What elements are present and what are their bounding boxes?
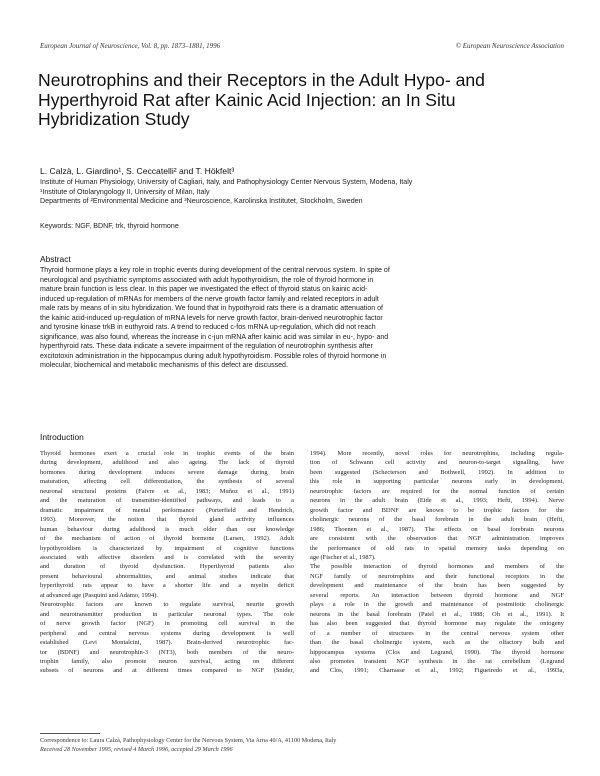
body-line: peripheral and central nervous systems during development is well	[40, 629, 294, 637]
abstract-line: molecular, biochemical and metabolic mechanisms of this defect are discussed.	[40, 362, 288, 370]
body-line: established (Levi Montalcini, 1987). Brain-derived neurotrophic fac-	[40, 639, 294, 647]
body-line: hyperthyroid rats appear to have a shorter life and a myelin deficit	[40, 582, 294, 590]
title-line: Hybridization Study	[38, 109, 190, 130]
body-line: neurons in the basal forebrain (Patel et al., 1988; Oh et al., 1991). It	[310, 610, 564, 618]
body-line: has also been suggested that thyroid hormone may regulate the ontogeny	[310, 620, 564, 628]
body-line: hormones during development induces severe damage during brain	[40, 468, 294, 476]
abstract-line: male rats by means of in situ hybridization. We found that in hypothyroid rats there is a dramatic attenuation of	[40, 305, 383, 313]
affiliation-line: Departments of ²Environmental Medicine and ³Neuroscience, Karolinska Institutet, Stockholm, Sweden	[40, 197, 363, 205]
abstract-line: neurological and psychiatric symptoms associated with adult hypothyroidism, the role of thyroid hormone in	[40, 276, 374, 284]
footnote-divider	[40, 733, 100, 734]
keywords: Keywords: NGF, BDNF, trk, thyroid hormone	[40, 222, 179, 230]
introduction-right-column	[310, 449, 564, 676]
body-line: cholinergic neurons of the basal forebrain in the adult brain (Hefti,	[310, 516, 564, 524]
introduction-heading: Introduction	[40, 432, 84, 442]
body-line: associated with affective disorders and is correlated with the severity	[40, 553, 294, 561]
body-line: growth factor and BDNF are known to be trophic factors for the	[310, 506, 564, 514]
abstract-line: Thyroid hormone plays a key role in trophic events during development of the central nervous system. In spite of	[40, 267, 390, 274]
body-line: 1993). Moreover, the notion that thyroid gland activity influences	[40, 516, 294, 524]
body-line: 1986; Thoenen et al., 1987). The effects on basal forebrain neurons	[310, 525, 564, 533]
body-line: age (Fischer et al., 1987).	[310, 553, 376, 561]
body-line: human behaviour during adulthood is much older than our knowledge	[40, 525, 294, 533]
body-line: also promotes transient NGF synthesis in the rat cerebellum (Legrand	[310, 657, 564, 665]
body-line: of the mechanism of action of thyroid hormone (Larsen, 1992). Adult	[40, 535, 294, 543]
body-line: hypothyroidism is characterized by impairment of cognitive functions	[40, 544, 294, 552]
abstract-line: the kainic acid-induced up-regulation of mRNA levels for nerve growth factor, brain-derived neurotrophic factor	[40, 314, 383, 322]
abstract-line: excitotoxin administration in the hippocampus during adult hypothyroidism. Possible roles of thyroid hormone in	[40, 352, 387, 360]
body-line: the performance of old rats in spatial memory tasks depending on	[310, 544, 564, 552]
body-line: hippocampus systems (Clos and Legrand, 1990). The thyroid hormone	[310, 648, 564, 656]
abstract-line: induced up-regulation of mRNAs for members of the nerve growth factor family and related receptors in adult	[40, 295, 379, 303]
abstract-line: and tyrosine kinase trkB in euthyroid rats. A trend to reduced c-fos mRNA up-regulation, which did not reach	[40, 324, 376, 332]
body-line: development and maintenance of the brain has been suggested by	[310, 582, 564, 590]
body-line: of a number of structures in the central nervous system other	[310, 629, 564, 637]
correspondence-note: Correspondence to: Laura Calzà, Pathophysiology Center for the Nervous System, Via Arna 40/A, 41100 Modena, Italy	[40, 737, 337, 744]
body-line: tion of Schwann cell activity and neuron-to-target signalling, have	[310, 459, 564, 467]
body-line: at advanced age (Pasquini and Adamo, 1994).	[40, 591, 158, 599]
journal-citation: European Journal of Neuroscience, Vol. 8, pp. 1873–1881, 1996	[40, 42, 221, 50]
body-line: during development, adulthood and also ageing. The lack of thyroid	[40, 459, 294, 467]
article-title	[38, 71, 578, 130]
body-line: neurotrophic factors are required for the normal function of certain	[310, 487, 564, 495]
affiliation-line: Institute of Human Physiology, University of Cagliari, Italy, and Pathophysiology Center Nervous System, Modena, Italy	[40, 178, 413, 186]
body-line: neuronal structural proteins (Faivre et al., 1983; Muñoz et al., 1991)	[40, 487, 294, 495]
body-line: NGF family of neurotrophins and their functional receptors in the	[310, 572, 564, 580]
body-line: 1994). More recently, novel roles for neurotrophins, including regula-	[310, 450, 564, 457]
body-line: tor (BDNF) and neurotrophin-3 (NT3), both members of the neuro-	[40, 648, 294, 656]
body-line: Neurotrophic factors are known to regulate survival, neurite growth	[40, 601, 294, 609]
title-line: Hyperthyroid Rat after Kainic Acid Injection: an In Situ	[38, 89, 456, 110]
body-line: present behavioural abnormalities, and animal studies indicate that	[40, 572, 294, 580]
body-line: trophin family, also promote neuron survival, acting on different	[40, 657, 294, 665]
body-line: and Clos, 1991; Charrasse et al., 1992; Figueiredo et al., 1993a,	[310, 667, 564, 675]
title-line: Neurotrophins and their Receptors in the Adult Hypo- and	[38, 70, 485, 90]
body-line: Thyroid hormones exert a crucial role in trophic events of the brain	[40, 450, 294, 457]
body-line: neurons in the adult brain (Eide et al., 1993; Hefti, 1994). Nerve	[310, 497, 564, 505]
abstract-body	[40, 266, 564, 371]
abstract-heading: Abstract	[40, 254, 71, 264]
body-line: been suggested (Schecterson and Bothwell, 1992). In addition to	[310, 468, 564, 476]
received-dates: Received 28 November 1995, revised 4 March 1996, accepted 29 March 1996	[40, 746, 233, 753]
affiliation-line: ¹Institute of Otolaryngology II, University of Milan, Italy	[40, 187, 210, 196]
body-line: and duration of thyroid dysfunction. Hyperthyroid patients also	[40, 563, 294, 571]
body-line: and neurotransmitter production in particular neuronal types. The role	[40, 610, 294, 618]
abstract-line: hyperthyroid rats. These data indicate a severe impairment of the regulation of neurotrophin synthesis after	[40, 343, 373, 351]
body-line: several reports. An interaction between thyroid hormone and NGF	[310, 591, 564, 599]
body-line: dramatic impairment of mental performance (Porterfield and Hendrich,	[40, 506, 294, 514]
abstract-line: mature brain function is less clear. In this paper we investigated the effect of thyroid status on kainic acid-	[40, 286, 368, 294]
body-line: plays a role in the growth and maintenance of postmitotic cholinergic	[310, 601, 564, 609]
body-line: maturation, affecting cell differentiation, the synthesis of several	[40, 478, 294, 486]
body-line: and the maturation of transmitter-identified pathways, and leads to a	[40, 497, 294, 505]
body-line: of nerve growth factor (NGF) in promoting cell survival in the	[40, 620, 294, 628]
body-line: subsets of neurons and at different times compared to NGF (Snider,	[40, 667, 294, 675]
abstract-line: significance, was also found, whereas the increase in c-jun mRNA after kainic acid was similar in eu-, hypo- and	[40, 333, 389, 341]
body-line: The possible interaction of thyroid hormones and members of the	[310, 563, 564, 571]
publisher-copyright: © European Neuroscience Association	[455, 42, 564, 50]
introduction-left-column	[40, 449, 294, 676]
body-line: than the basal cholinergic system, such as the olfactory bulb and	[310, 639, 564, 647]
body-line: are consistent with the observation that NGF administration improves	[310, 535, 564, 543]
body-line: this role in supporting particular neurons early in development,	[310, 478, 564, 486]
author-list: L. Calzà, L. Giardino¹, S. Ceccatelli² and T. Hökfelt³	[40, 166, 235, 176]
